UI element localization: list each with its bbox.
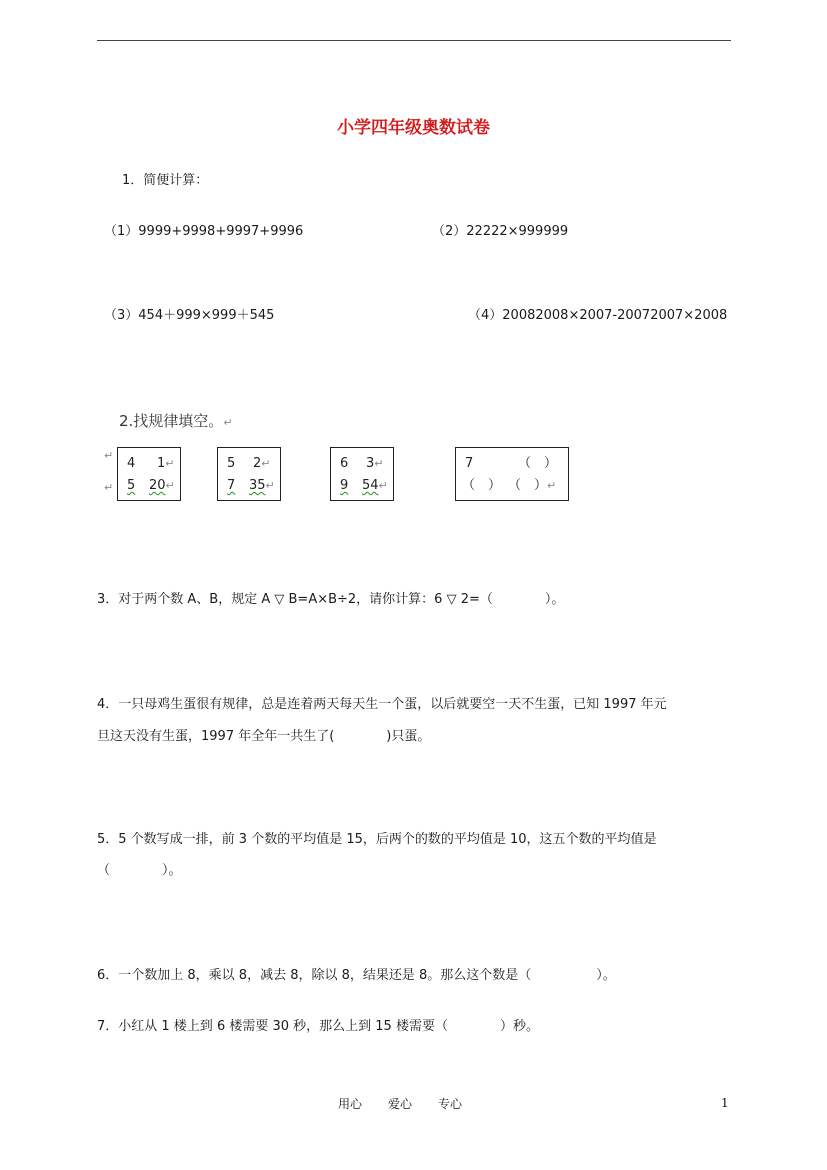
box3-r1a: 6 [340,456,349,471]
box2-r2b: 35↵ [249,478,275,493]
q4-line1: 4．一只母鸡生蛋很有规律，总是连着两天每天生一个蛋，以后就要空一天不生蛋，已知 1997 年元 [97,697,667,712]
return-mark-icon: ↵ [104,481,114,494]
q5-line2: （ ）。 [97,863,182,878]
box4-r1a: 7 [465,456,474,471]
footer-word-3: 专心 [438,1097,463,1111]
box1-r1b: 1↵ [157,456,175,471]
box2-r1a: 5 [227,456,236,471]
q1-item-4: （4）20082008×2007-20072007×2008 [468,308,728,323]
page-number: 1 [721,1096,729,1110]
pattern-box-1 [117,447,181,501]
q6-text: 6．一个数加上 8，乘以 8，减去 8，除以 8，结果还是 8。那么这个数是（ ）。 [97,968,616,983]
q2-heading-text: 2.找规律填空。 [119,412,224,430]
box2-r2a: 7 [227,478,236,493]
return-mark-icon: ↵ [104,449,114,462]
header-rule [97,40,731,41]
return-mark-icon: ↵ [223,416,233,429]
q1-item-3: （3）454＋999×999＋545 [104,308,275,323]
q2-heading [119,410,233,431]
box1-r1a: 4 [127,456,136,471]
q5-line1: 5．5 个数写成一排，前 3 个数的平均值是 15，后两个的数的平均值是 10，这五个数的平均值是 [97,832,657,847]
box3-r2a: 9 [340,478,349,493]
pattern-box-4 [455,447,569,501]
box4-r2a: （ ） [462,478,502,493]
pattern-box-3 [330,447,394,501]
box1-r2b: 20↵ [149,478,175,493]
footer-word-2: 爱心 [388,1097,413,1111]
q1-item-1: （1）9999+9998+9997+9996 [104,224,304,239]
page-title: 小学四年级奥数试卷 [337,118,490,138]
footer-word-1: 用心 [338,1097,363,1111]
q7-text: 7．小红从 1 楼上到 6 楼需要 30 秒，那么上到 15 楼需要（ ）秒。 [97,1019,539,1034]
q4-line2: 旦这天没有生蛋，1997 年全年一共生了( )只蛋。 [97,729,431,744]
box4-r2b: （ ）↵ [508,478,557,493]
q1-heading: 1．简便计算： [122,173,209,188]
q1-item-2: （2）22222×999999 [432,224,569,239]
pattern-box-2 [217,447,281,501]
box4-r1b: （ ） [518,456,558,471]
box2-r1b: 2↵ [253,456,271,471]
box3-r2b: 54↵ [362,478,388,493]
box1-r2a: 5 [127,478,136,493]
box3-r1b: 3↵ [366,456,384,471]
q3-text: 3．对于两个数 A、B，规定 A ▽ B=A×B÷2，请你计算：6 ▽ 2=（ ）。 [97,592,565,607]
